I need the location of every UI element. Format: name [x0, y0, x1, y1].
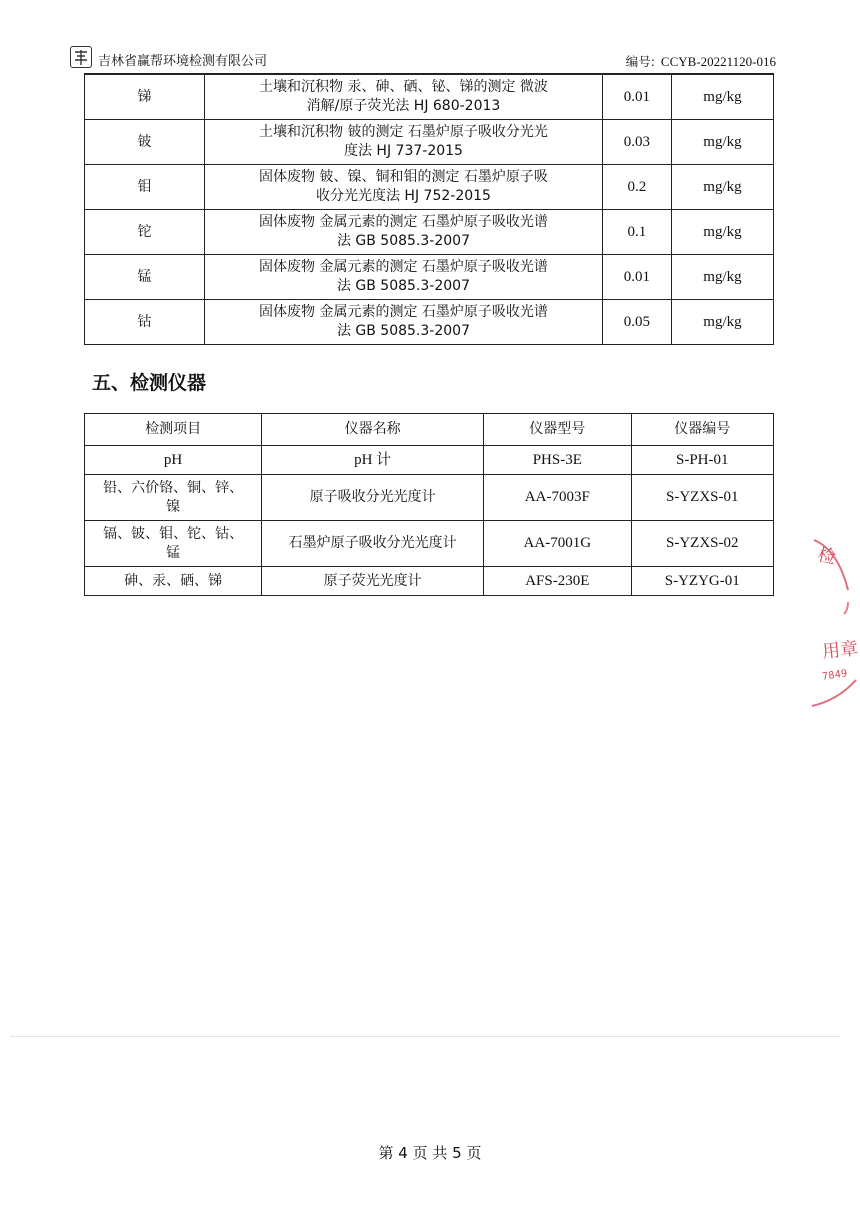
section-title-instruments: 五、检测仪器	[92, 372, 207, 394]
instrument-table-header	[85, 414, 774, 446]
method-cell: 固体废物 铍、镍、铜和钼的测定 石墨炉原子吸 收分光光度法 HJ 752-2015	[205, 165, 603, 210]
element-cell: 钴	[85, 300, 205, 345]
unit-cell: mg/kg	[671, 300, 773, 345]
model-cell: AA-7001G	[484, 521, 631, 567]
limit-cell: 0.1	[602, 210, 671, 255]
name-cell: 石墨炉原子吸收分光光度计	[262, 521, 484, 567]
table-row	[85, 210, 774, 255]
limit-cell: 0.05	[602, 300, 671, 345]
page-header	[70, 44, 776, 72]
stamp-text-bottom: 用章	[821, 638, 860, 663]
method-cell: 固体废物 金属元素的测定 石墨炉原子吸收光谱 法 GB 5085.3-2007	[205, 300, 603, 345]
method-cell: 固体废物 金属元素的测定 石墨炉原子吸收光谱 法 GB 5085.3-2007	[205, 255, 603, 300]
limit-cell: 0.01	[602, 255, 671, 300]
table-row	[85, 446, 774, 475]
stamp-digits: 7849	[821, 668, 849, 683]
method-cell: 固体废物 金属元素的测定 石墨炉原子吸收光谱 法 GB 5085.3-2007	[205, 210, 603, 255]
methods-table	[84, 74, 774, 345]
method-cell: 土壤和沉积物 汞、砷、硒、铋、锑的测定 微波 消解/原子荧光法 HJ 680-2013	[205, 75, 603, 120]
element-cell: 锰	[85, 255, 205, 300]
unit-cell: mg/kg	[671, 255, 773, 300]
method-cell: 土壤和沉积物 铍的测定 石墨炉原子吸收分光光 度法 HJ 737-2015	[205, 120, 603, 165]
code-cell: S-YZYG-01	[631, 567, 774, 596]
model-cell: AA-7003F	[484, 475, 631, 521]
item-cell: pH	[85, 446, 262, 475]
name-cell: 原子吸收分光光度计	[262, 475, 484, 521]
unit-cell: mg/kg	[671, 75, 773, 120]
element-cell: 钼	[85, 165, 205, 210]
company-name: 吉林省赢帮环境检测有限公司	[98, 54, 268, 69]
name-cell: 原子荧光光度计	[262, 567, 484, 596]
table-row	[85, 120, 774, 165]
report-number-value: CCYB-20221120-016	[660, 54, 776, 69]
unit-cell: mg/kg	[671, 210, 773, 255]
element-cell: 铊	[85, 210, 205, 255]
header-code: 仪器编号	[631, 414, 774, 446]
table-row	[85, 75, 774, 120]
unit-cell: mg/kg	[671, 120, 773, 165]
item-cell: 砷、汞、硒、锑	[85, 567, 262, 596]
name-cell: pH 计	[262, 446, 484, 475]
table-row	[85, 255, 774, 300]
table-row	[85, 165, 774, 210]
report-number	[626, 52, 776, 70]
item-cell: 铅、六价铬、铜、锌、 镍	[85, 475, 262, 521]
official-stamp	[808, 530, 860, 710]
table-row	[85, 567, 774, 596]
table-row	[85, 475, 774, 521]
header-name: 仪器名称	[262, 414, 484, 446]
limit-cell: 0.2	[602, 165, 671, 210]
stamp-text-top: 检	[815, 544, 838, 569]
limit-cell: 0.03	[602, 120, 671, 165]
header-item: 检测项目	[85, 414, 262, 446]
model-cell: PHS-3E	[484, 446, 631, 475]
table-row	[85, 300, 774, 345]
footer-divider	[10, 1036, 840, 1037]
header-model: 仪器型号	[484, 414, 631, 446]
company-logo-icon	[70, 46, 92, 68]
unit-cell: mg/kg	[671, 165, 773, 210]
item-cell: 镉、铍、钼、铊、钴、 锰	[85, 521, 262, 567]
code-cell: S-PH-01	[631, 446, 774, 475]
page-number: 第 4 页 共 5 页	[378, 1144, 482, 1162]
code-cell: S-YZXS-02	[631, 521, 774, 567]
limit-cell: 0.01	[602, 75, 671, 120]
table-row	[85, 521, 774, 567]
element-cell: 铍	[85, 120, 205, 165]
instrument-table	[84, 413, 774, 596]
report-number-label: 编号:	[625, 54, 655, 69]
model-cell: AFS-230E	[484, 567, 631, 596]
element-cell: 锑	[85, 75, 205, 120]
code-cell: S-YZXS-01	[631, 475, 774, 521]
